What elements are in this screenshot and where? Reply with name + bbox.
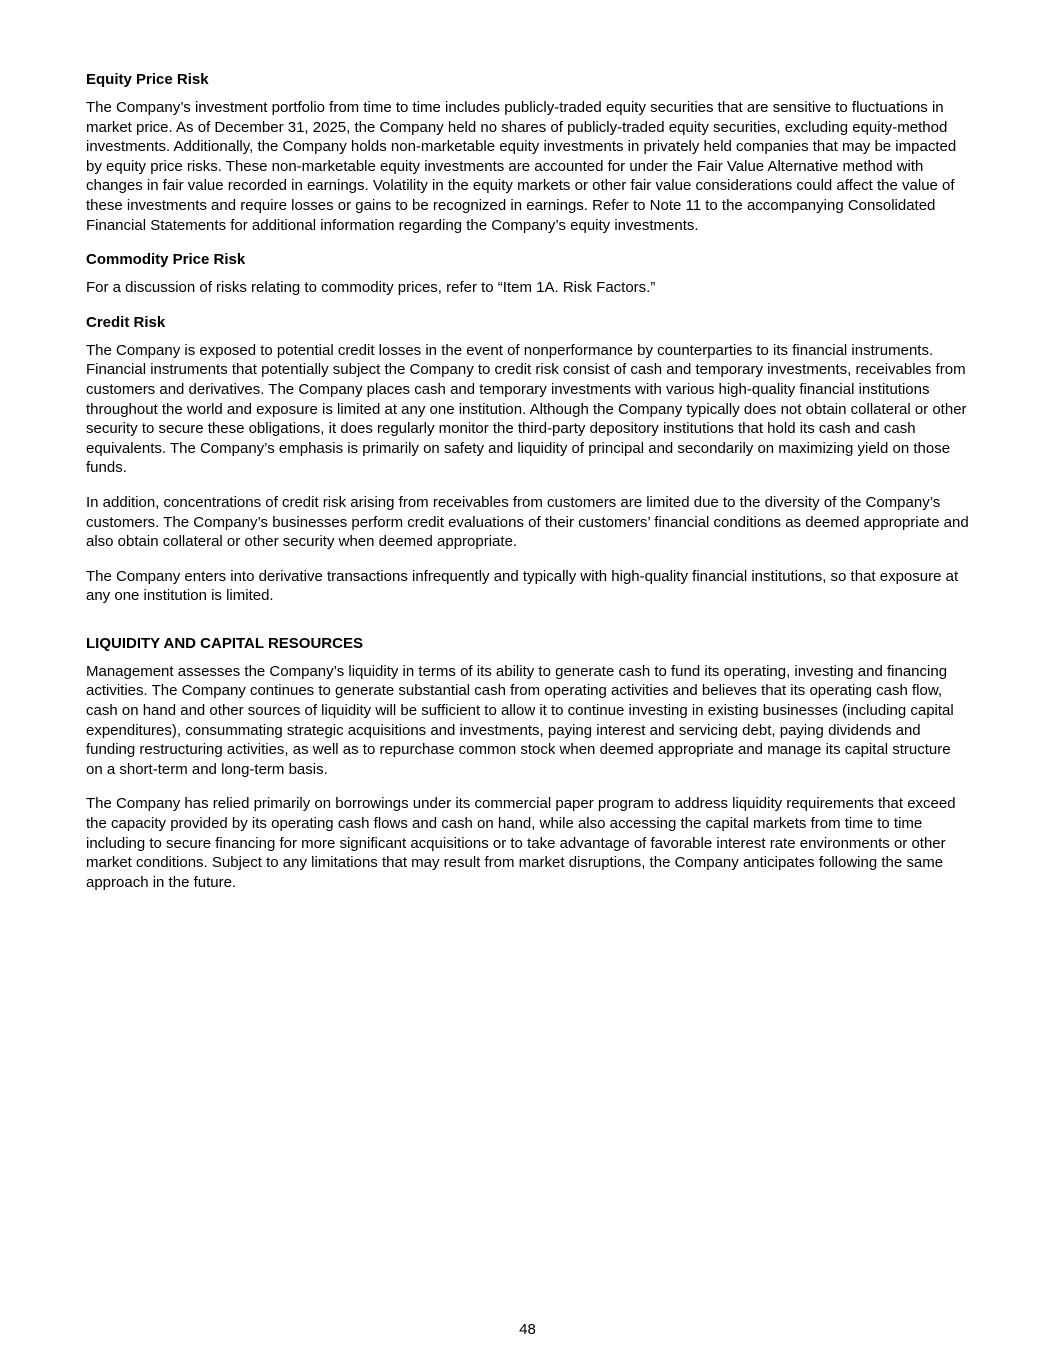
commodity-price-risk-heading: Commodity Price Risk [86,251,246,269]
equity-price-risk-heading: Equity Price Risk [86,71,209,88]
liquidity-paragraph-2: The Company has relied primarily on borrowings under its commercial paper program to address liquidity requirements that exceed the capacity provided by its operating cash flows and cash on hand, while also accessing the capital markets from time to time including to secure financing for more significant acquisitions or to take advantage of favorable interest rate environments or other market conditions. Subject to any limitations that may result from market disruptions, the Company anticipates following the same approach in the future. [86,795,956,891]
document-page [86,70,970,907]
page-number: 48 [519,1321,536,1338]
credit-risk-paragraph-3: The Company enters into derivative transactions infrequently and typically with high-quality financial institutions, so that exposure at any one institution is limited. [86,567,959,605]
equity-price-risk-paragraph: The Company’s investment portfolio from time to time includes publicly-traded equity securities that are sensitive to fluctuations in market price. As of December 31, 2025, the Company held no shares of publicly-traded equity securities, excluding equity-method investments. Additionally, the Company holds non-marketable equity investments in privately held companies that may be impacted by equity price risks. These non-marketable equity investments are accounted for under the Fair Value Alternative method with changes in fair value recorded in earnings. Volatility in the equity markets or other fair value considerations could affect the value of these investments and require losses or gains to be recognized in earnings. Refer to Note 11 to the accompanying Consolidated Financial Statements for additional information regarding the Company’s equity investments. [86,99,957,234]
credit-risk-paragraph-2: In addition, concentrations of credit risk arising from receivables from customers are limited due to the diversity of the Company’s customers. The Company’s businesses perform credit evaluations of their customers’ financial conditions as deemed appropriate and also obtain collateral or other security when deemed appropriate. [86,493,969,551]
liquidity-section-heading: LIQUIDITY AND CAPITAL RESOURCES [86,634,363,652]
liquidity-paragraph-1: Management assesses the Company’s liquidity in terms of its ability to generate cash to fund its operating, investing and financing activities. The Company continues to generate substantial cash from operating activities and believes that its operating cash flow, cash on hand and other sources of liquidity will be sufficient to allow it to continue investing in existing businesses (including capital expenditures), consummating strategic acquisitions and investments, paying interest and servicing debt, paying dividends and funding restructuring activities, as well as to repurchase common stock when deemed appropriate and manage its capital structure on a short-term and long-term basis. [86,662,954,778]
credit-risk-heading: Credit Risk [86,313,166,331]
credit-risk-paragraph-1: The Company is exposed to potential credit losses in the event of nonperformance by counterparties to its financial instruments. Financial instruments that potentially subject the Company to credit risk consist of cash and temporary investments, receivables from customers and derivatives. The Company places cash and temporary investments with various high-quality financial institutions throughout the world and exposure is limited at any one institution. Although the Company typically does not obtain collateral or other security to secure these obligations, it does regularly monitor the third-party depository institutions that hold its cash and cash equivalents. The Company’s emphasis is primarily on safety and liquidity of principal and secondarily on maximizing yield on those funds. [86,341,967,477]
commodity-price-risk-paragraph: For a discussion of risks relating to commodity prices, refer to “Item 1A. Risk Factors.” [86,279,656,297]
